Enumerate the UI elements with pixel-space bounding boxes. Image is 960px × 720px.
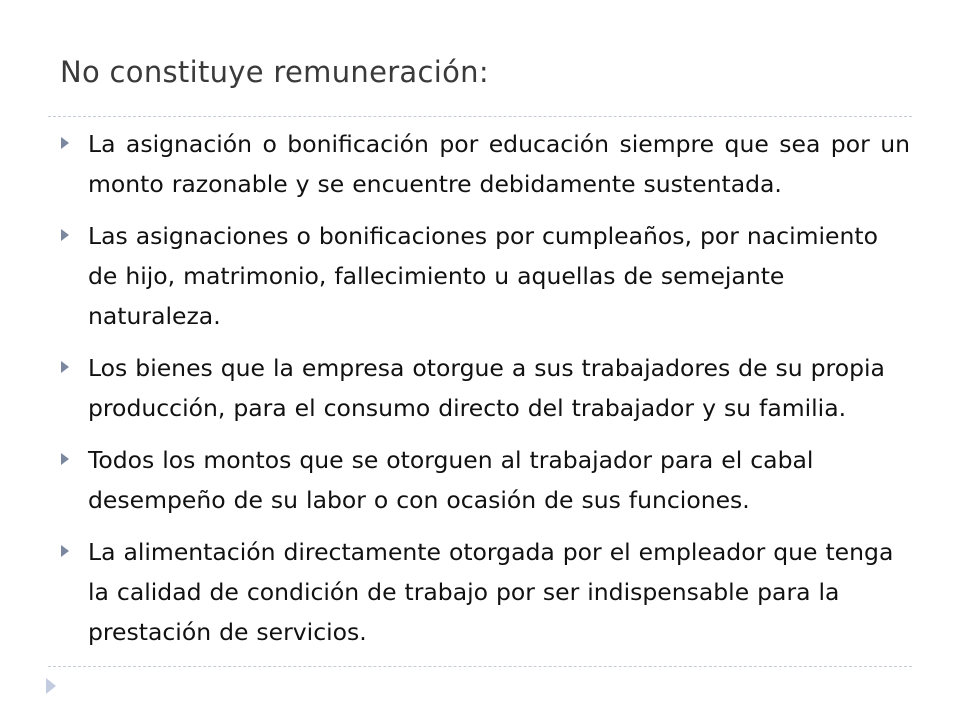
bullet-text: Los bienes que la empresa otorgue a sus trabajadores de su propia producción, para el consumo directo del trabajador y su familia. xyxy=(88,354,885,422)
footer-divider xyxy=(48,666,912,667)
bullet-text: Las asignaciones o bonificaciones por cumpleaños, por nacimiento de hijo, matrimonio, fallecimiento u aquellas de semejante naturaleza. xyxy=(88,222,878,330)
triangle-bullet-icon xyxy=(60,544,70,558)
bullet-text: La asignación o bonificación por educación siempre que sea por un monto razonable y se encuentre debidamente sustentada. xyxy=(88,130,910,198)
bullet-text: La alimentación directamente otorgada por el empleador que tenga la calidad de condición de trabajo por ser indispensable para la prestación de servicios. xyxy=(88,538,894,646)
bullet-item-3 xyxy=(58,348,910,428)
triangle-bullet-icon xyxy=(60,228,70,242)
bullet-item-2 xyxy=(58,216,910,336)
triangle-bullet-icon xyxy=(60,136,70,150)
bullet-item-4 xyxy=(58,440,910,520)
bullet-text: Todos los montos que se otorguen al trabajador para el cabal desempeño de su labor o con ocasión de sus funciones. xyxy=(88,446,814,514)
slide-title: No constituye remuneración: xyxy=(60,55,489,89)
triangle-bullet-icon xyxy=(60,360,70,374)
triangle-bullet-icon xyxy=(60,452,70,466)
bullet-item-1 xyxy=(58,124,910,204)
title-divider xyxy=(48,116,912,117)
bullet-item-5 xyxy=(58,532,910,652)
chevron-right-icon xyxy=(44,676,58,696)
bullet-list xyxy=(58,124,910,664)
